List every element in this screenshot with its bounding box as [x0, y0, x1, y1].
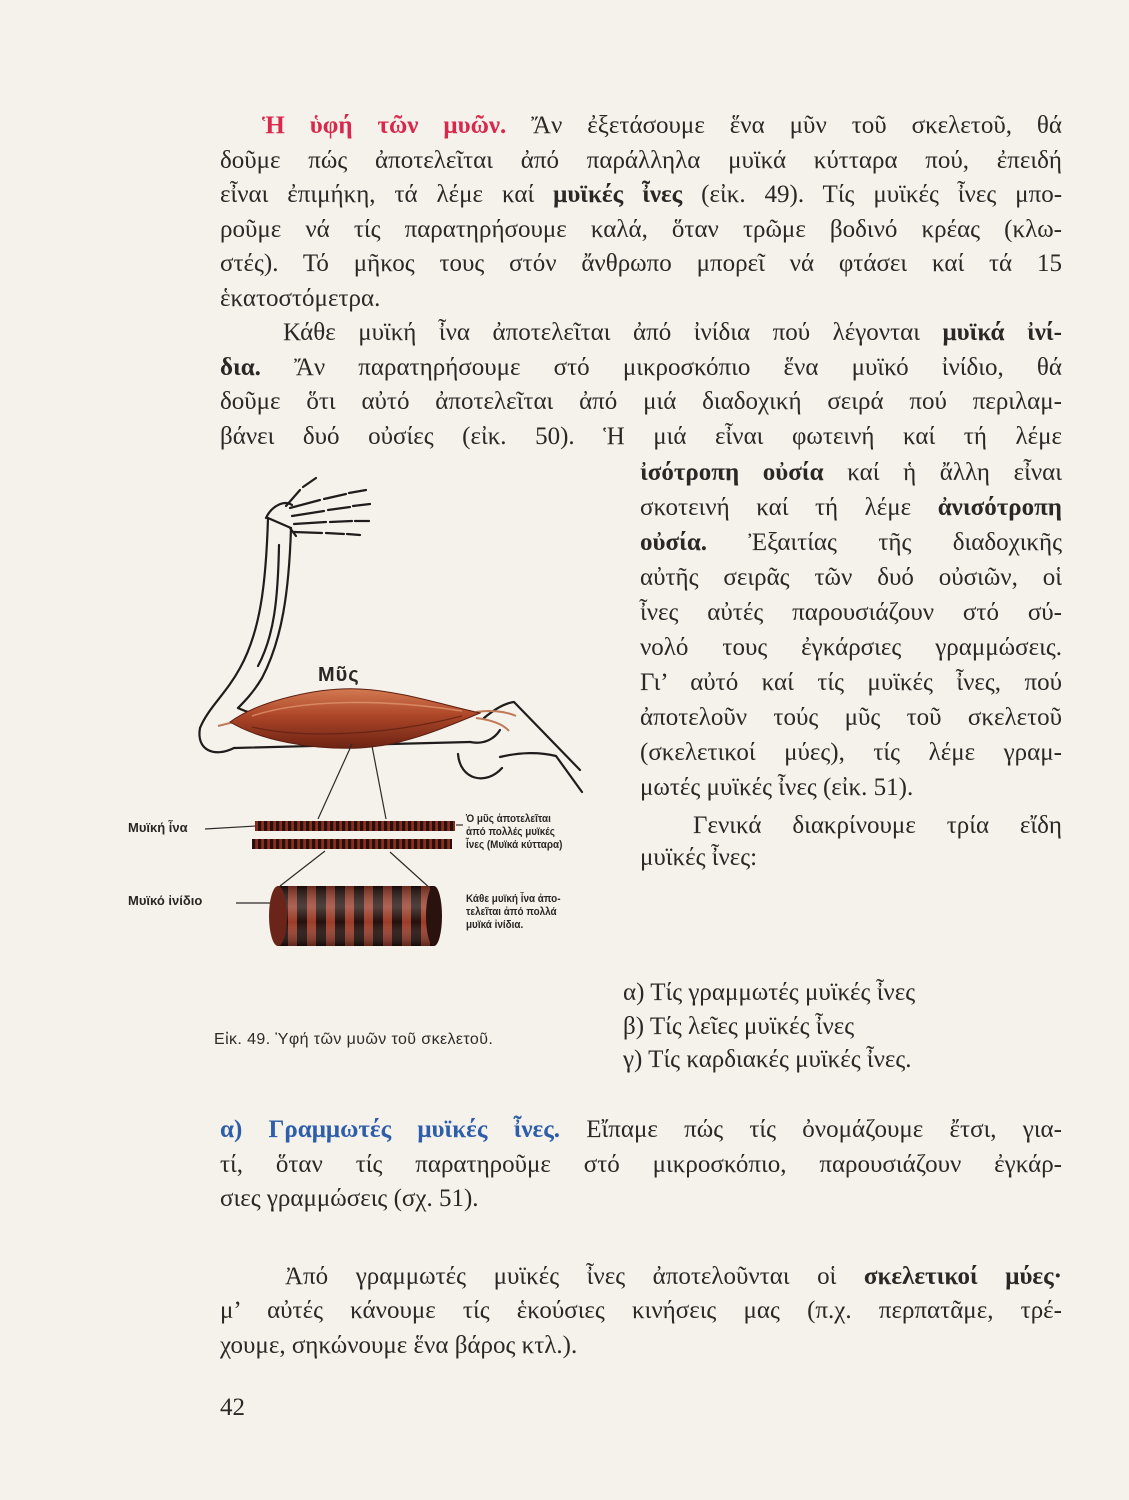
text-segment: εἶναι ἐπιμήκη, τά λέμε καί: [220, 181, 535, 208]
fibril-left-end: [269, 886, 287, 946]
finger-bone: [294, 532, 360, 535]
forearm-bone-outer: [200, 518, 268, 728]
text-line: μωτές μυϊκές ἶνες (εἰκ. 51).: [640, 774, 914, 801]
text-segment: Ἐξαιτίας τῆς διαδοχικῆς: [748, 529, 1063, 556]
text-line: δοῦμε πώς ἀποτελεῖται ἀπό παράλληλα μυϊκά κύτταρα πού, ἐπειδή: [220, 147, 1062, 174]
leader-muscle-to-fiber-left: [318, 744, 352, 819]
note-line: ἀπό πολλές μυϊκές: [466, 826, 555, 838]
text-line: τί, ὅταν τίς παρατηροῦμε στό μικροσκόπιο, παρουσιάζουν ἐγκάρ-: [220, 1151, 1062, 1178]
section-heading-texture: Ἡ ὑφή τῶν μυῶν.: [262, 112, 507, 139]
text-segment: Εἴπαμε πώς τίς ὀνομάζουμε ἔτσι, για-: [586, 1116, 1062, 1143]
text-line: Γενικά διακρίνουμε τρία εἴδη: [693, 812, 1062, 839]
text-line: σιες γραμμώσεις (σχ. 51).: [220, 1185, 479, 1212]
note-line: μυϊκά ἰνίδια.: [466, 919, 524, 931]
note-line: ἶνες (Μυϊκά κύτταρα): [466, 839, 563, 851]
fibril-shading: [278, 886, 434, 946]
text-line: μ’ αὐτές κάνουμε τίς ἑκούσιες κινήσεις μας (π.χ. περπατᾶμε, τρέ-: [220, 1297, 1062, 1324]
text-segment: Ἄν ἐξετάσουμε ἕνα μῦν τοῦ σκελετοῦ, θά: [531, 112, 1062, 139]
text-line: [283, 315, 1062, 350]
list-item: α) Τίς γραμμωτές μυϊκές ἶνες: [623, 979, 916, 1006]
text-line: στές). Τό μῆκος τους στόν ἄνθρωπο μπορεῖ νά φτάσει καί τά 15: [220, 250, 1062, 277]
text-line: ἑκατοστόμετρα.: [220, 285, 381, 312]
bold-term: δια.: [220, 354, 261, 381]
text-line: ἀποτελοῦν τούς μῦς τοῦ σκελετοῦ: [640, 704, 1062, 731]
finger-bone: [294, 521, 369, 524]
muscle-label: Μῦς: [318, 664, 360, 686]
text-line: (σκελετικοί μύες), τίς λέμε γραμ-: [640, 739, 1062, 766]
list-item: γ) Τίς καρδιακές μυϊκές ἶνες.: [623, 1046, 912, 1073]
fibril-label: Μυϊκό ἰνίδιο: [128, 893, 203, 908]
fiber-label: Μυϊκή ἶνα: [128, 820, 188, 835]
bold-term: μυϊκές ἶνες: [553, 181, 683, 208]
page-number: 42: [220, 1394, 245, 1421]
muscle-fiber: [252, 839, 452, 849]
bold-term: οὐσία.: [640, 529, 708, 556]
text-line: χουμε, σηκώνουμε ἕνα βάρος κτλ.).: [220, 1332, 578, 1359]
note-line: Ὁ μῦς ἀποτελεῖται: [466, 813, 551, 825]
text-line: [285, 1259, 1062, 1294]
text-line: [640, 490, 1062, 525]
leader-muscle-to-fiber-right: [372, 746, 386, 819]
bold-term: μυϊκά ἰνί-: [942, 319, 1063, 346]
elbow-joint: [199, 728, 234, 752]
text-line: Γι’ αὐτό καί τίς μυϊκές ἶνες, πού: [640, 669, 1062, 696]
text-line: νολό τους ἐγκάρσιες γραμμώσεις.: [640, 634, 1062, 661]
bold-term: σκελετικοί μύες·: [863, 1263, 1062, 1290]
muscle-fibers: [252, 821, 455, 849]
note-line: Κάθε μυϊκή ἶνα ἀπο-: [466, 893, 561, 905]
leader-fiber-to-fibril-right: [390, 852, 432, 890]
text-line: [220, 350, 1062, 385]
list-item: β) Τίς λεῖες μυϊκές ἶνες: [623, 1013, 855, 1040]
biceps-muscle: [218, 689, 516, 748]
text-line: [262, 108, 1062, 143]
text-line: [220, 1112, 1062, 1147]
text-line: ροῦμε νά τίς παρατηρήσουμε καλά, ὅταν τρῶμε βοδινό κρέας (κλω-: [220, 216, 1062, 243]
figure-note-fiber: [466, 893, 561, 932]
hand-bones: [266, 478, 370, 536]
text-line: [640, 455, 1062, 490]
text-line: ἶνες αὐτές παρουσιάζουν στό σύ-: [640, 599, 1062, 626]
text-segment: σκοτεινή καί τή λέμε: [640, 494, 912, 521]
section-heading-striated: α) Γραμμωτές μυϊκές ἶνες.: [220, 1116, 561, 1143]
forearm-bone-inner: [238, 528, 291, 708]
text-segment: Κάθε μυϊκή ἶνα ἀποτελεῖται ἀπό ἰνίδια πού λέγονται: [283, 319, 920, 346]
figure-caption: Εἰκ. 49. Ὑφή τῶν μυῶν τοῦ σκελετοῦ.: [214, 1031, 494, 1048]
text-segment: καί ἡ ἄλλη εἶναι: [847, 459, 1062, 486]
text-line: αὐτῆς σειρᾶς τῶν δυό οὐσιῶν, οἱ: [640, 564, 1062, 591]
note-line: τελεῖται ἀπό πολλά: [466, 906, 557, 918]
fibril-right-end: [426, 886, 442, 946]
finger-bone: [292, 504, 370, 516]
shoulder-joint: [470, 730, 500, 743]
muscle-fibril: [269, 886, 442, 946]
leader-fiber-to-fibril-left: [280, 851, 325, 886]
text-line: [640, 525, 1062, 560]
collarbone-hook: [458, 754, 502, 778]
bold-term: ἀνισότροπη: [937, 494, 1062, 521]
figure-note-muscle: [466, 813, 562, 852]
text-segment: Ἄν παρατηρήσουμε στό μικροσκόπιο ἕνα μυϊκό ἰνίδιο, θά: [294, 354, 1062, 381]
muscle-fiber: [255, 821, 455, 831]
text-segment: (εἰκ. 49). Τίς μυϊκές ἶνες μπο-: [701, 181, 1063, 208]
text-line: βάνει δυό οὐσίες (εἰκ. 50). Ἡ μιά εἶναι φωτεινή καί τή λέμε: [220, 423, 1062, 450]
muscle-belly: [230, 689, 480, 748]
bold-term: ἰσότροπη οὐσία: [640, 459, 824, 486]
text-line: [220, 177, 1062, 212]
leader-fiber-label: [205, 826, 256, 829]
text-line: δοῦμε ὅτι αὐτό ἀποτελεῖται ἀπό μιά διαδοχική σειρά πού περιλαμ-: [220, 388, 1062, 415]
text-line: μυϊκές ἶνες:: [640, 844, 758, 871]
arm-skeleton: [199, 478, 582, 792]
text-segment: Ἀπό γραμμωτές μυϊκές ἶνες ἀποτελοῦνται οἱ: [285, 1263, 837, 1290]
